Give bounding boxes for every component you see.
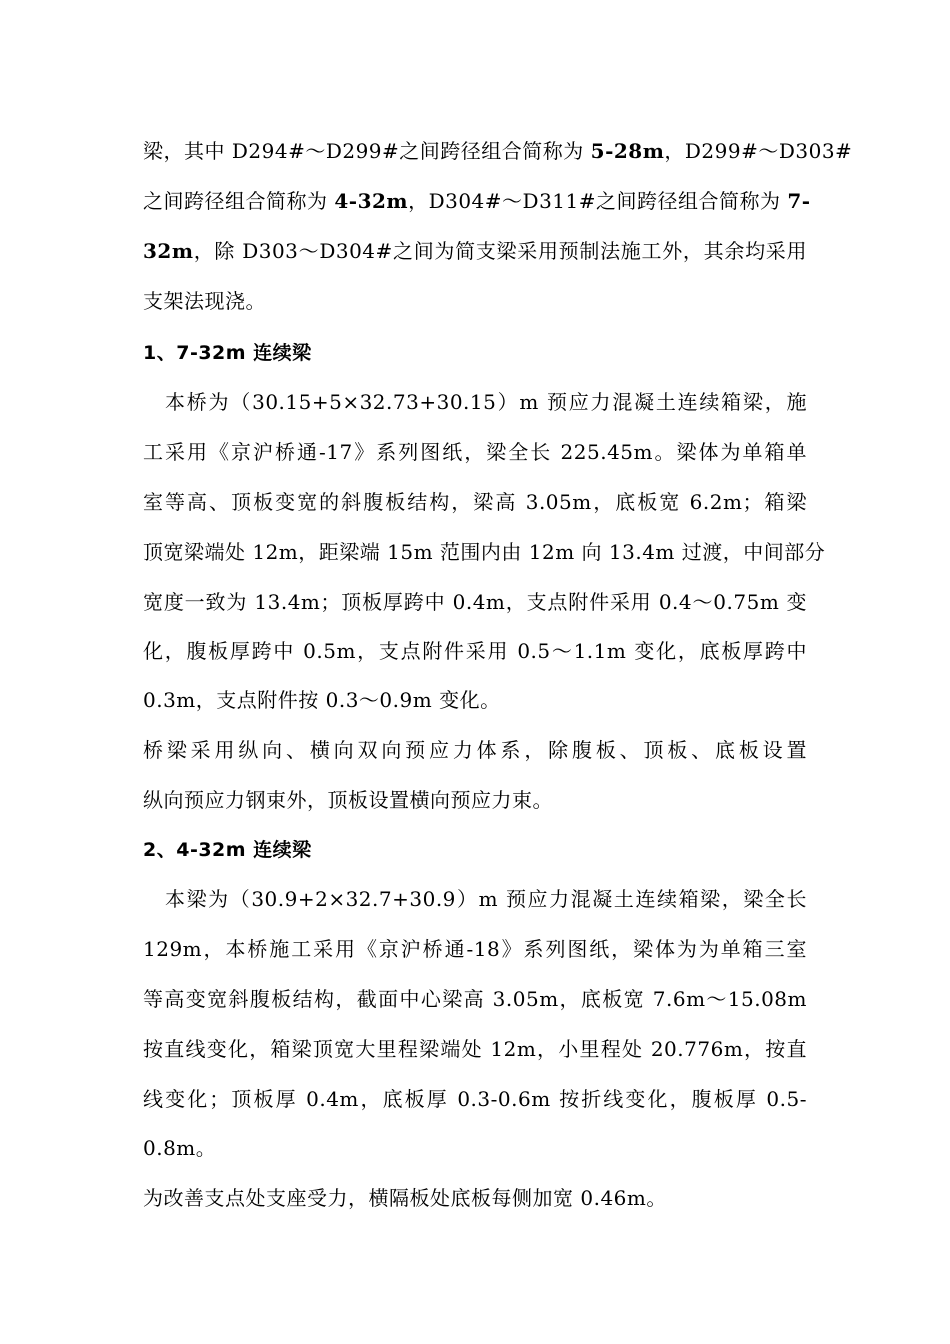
- section1-p2-line: 纵向预应力钢束外，顶板设置横向预应力束。: [143, 788, 553, 812]
- section2-p1-line: 129m，本桥施工采用《京沪桥通-18》系列图纸，梁体为为单箱三室: [143, 937, 807, 961]
- intro-line-2: 之间跨径组合简称为 4-32m，D304#～D311#之间跨径组合简称为 7-: [143, 189, 811, 213]
- intro-line-3: 32m，除 D303～D304#之间为简支梁采用预制法施工外，其余均采用: [143, 239, 807, 263]
- section2-p1-line: 按直线变化，箱梁顶宽大里程梁端处 12m，小里程处 20.776m，按直: [143, 1037, 807, 1061]
- section1-p1-line: 顶宽梁端处 12m，距梁端 15m 范围内由 12m 向 13.4m 过渡，中间部分: [143, 540, 826, 564]
- section2-heading: 2、4-32m 连续梁: [143, 839, 312, 861]
- section2-p1-line: 等高变宽斜腹板结构，截面中心梁高 3.05m，底板宽 7.6m～15.08m: [143, 987, 807, 1011]
- section1-p1-line: 室等高、顶板变宽的斜腹板结构，梁高 3.05m，底板宽 6.2m；箱梁: [143, 490, 807, 514]
- section1-heading: 1、7-32m 连续梁: [143, 342, 312, 364]
- section2-p1-line: 线变化；顶板厚 0.4m，底板厚 0.3-0.6m 按折线变化，腹板厚 0.5-: [143, 1087, 807, 1111]
- section1-p1-line: 化，腹板厚跨中 0.5m，支点附件采用 0.5～1.1m 变化，底板厚跨中: [143, 639, 807, 663]
- intro-line-1: 梁，其中 D294#～D299#之间跨径组合简称为 5-28m，D299#～D303#: [143, 139, 853, 163]
- section2-p1-line: 0.8m。: [143, 1136, 217, 1160]
- section1-p1-line: 0.3m，支点附件按 0.3～0.9m 变化。: [143, 688, 501, 712]
- section1-p1-line: 宽度一致为 13.4m；顶板厚跨中 0.4m，支点附件采用 0.4～0.75m 变: [143, 590, 807, 614]
- section2-p2: 为改善支点处支座受力，横隔板处底板每侧加宽 0.46m。: [143, 1186, 667, 1210]
- section1-p1-line: 工采用《京沪桥通-17》系列图纸，梁全长 225.45m。梁体为单箱单: [143, 440, 807, 464]
- section2-p1-line: 本梁为（30.9+2×32.7+30.9）m 预应力混凝土连续箱梁，梁全长: [165, 887, 807, 911]
- section1-p2-line: 桥梁采用纵向、横向双向预应力体系，除腹板、顶板、底板设置: [143, 738, 807, 762]
- intro-line-4: 支架法现浇。: [143, 289, 266, 313]
- section1-p1-line: 本桥为（30.15+5×32.73+30.15）m 预应力混凝土连续箱梁，施: [165, 390, 807, 414]
